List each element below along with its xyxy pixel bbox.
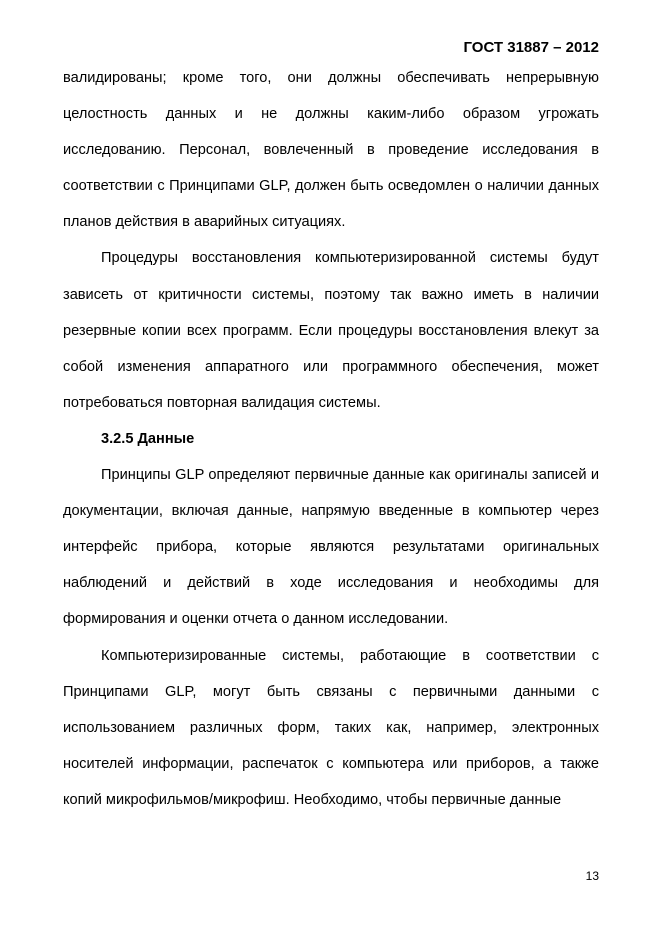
page-number: 13 xyxy=(585,869,599,883)
standard-designation: ГОСТ 31887 – 2012 xyxy=(463,39,599,56)
document-body xyxy=(63,60,599,818)
paragraph-raw-data-definition: Принципы GLP определяют первичные данные как оригиналы записей и документации, включая данные, напрямую введенные в компьютер через интерфейс прибора, которые являются результатами оригинальных наблюдений и действий в ходе исследования и необходимы для формирования и оценки отчета о данном исследовании. xyxy=(63,467,599,628)
paragraph-computerized-systems: Компьютеризированные системы, работающие в соответствии с Принципами GLP, могут быть связаны с первичными данными с использованием различных форм, таких как, например, электронных носителей информации, распечаток с компьютера или приборов, а также копий микрофильмов/микрофиш. Необходимо, чтобы первичные данные xyxy=(63,647,599,808)
section-heading: 3.2.5 Данные xyxy=(101,430,195,447)
paragraph-continuation: валидированы; кроме того, они должны обеспечивать непрерывную целостность данных и не должны каким-либо образом угрожать исследованию. Персонал, вовлеченный в проведение исследования в соответствии с Принципами GLP, должен быть осведомлен о наличии данных планов действия в аварийных ситуациях. xyxy=(63,70,599,231)
paragraph-recovery-procedures: Процедуры восстановления компьютеризированной системы будут зависеть от критичности системы, поэтому так важно иметь в наличии резервные копии всех программ. Если процедуры восстановления влекут за собой изменения аппаратного или программного обеспечения, может потребоваться повторная валидация системы. xyxy=(63,250,599,411)
